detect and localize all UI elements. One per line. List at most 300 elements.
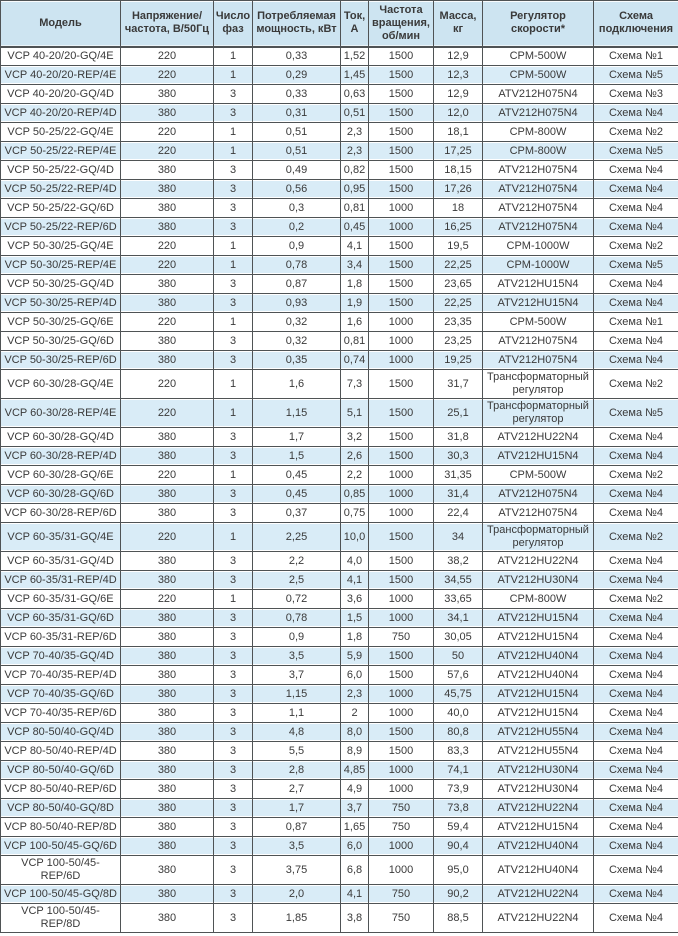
value-cell: 750 [369,885,434,904]
column-header: Потребляемая мощность, кВт [253,1,341,47]
value-cell: 0,56 [253,180,341,199]
value-cell: 73,8 [434,799,483,818]
value-cell: 3 [214,856,253,885]
value-cell: ATV212HU22N4 [483,799,594,818]
table-row [1,351,678,370]
model-cell: VCP 70-40/35-REP/4D [1,666,121,685]
value-cell: Схема №4 [594,552,678,571]
value-cell: ATV212HU30N4 [483,571,594,590]
value-cell: 1,7 [253,428,341,447]
value-cell: 57,6 [434,666,483,685]
value-cell: 1,8 [341,628,369,647]
value-cell: Схема №2 [594,590,678,609]
value-cell: 1 [214,123,253,142]
value-cell: 0,81 [341,199,369,218]
model-cell: VCP 60-35/31-GQ/4D [1,552,121,571]
table-body [1,47,678,933]
value-cell: 380 [121,723,214,742]
value-cell: Схема №5 [594,399,678,428]
value-cell: 380 [121,85,214,104]
value-cell: 6,0 [341,666,369,685]
model-cell: VCP 80-50/40-REP/6D [1,780,121,799]
table-row [1,161,678,180]
model-cell: VCP 60-30/28-GQ/4E [1,370,121,399]
value-cell: 750 [369,799,434,818]
value-cell: 380 [121,161,214,180]
value-cell: 1,5 [341,609,369,628]
model-cell: VCP 80-50/40-GQ/8D [1,799,121,818]
value-cell: 0,93 [253,294,341,313]
value-cell: 3 [214,742,253,761]
value-cell: 23,35 [434,313,483,332]
value-cell: Схема №4 [594,904,678,933]
table-row [1,218,678,237]
value-cell: 3 [214,780,253,799]
model-cell: VCP 50-30/25-GQ/6D [1,332,121,351]
value-cell: 16,25 [434,218,483,237]
value-cell: 3 [214,275,253,294]
value-cell: 2,3 [341,123,369,142]
value-cell: 0,78 [253,609,341,628]
value-cell: Схема №3 [594,85,678,104]
table-row [1,142,678,161]
value-cell: 0,33 [253,85,341,104]
value-cell: 1,15 [253,685,341,704]
value-cell: 12,3 [434,66,483,85]
value-cell: 380 [121,180,214,199]
model-cell: VCP 50-25/22-GQ/6D [1,199,121,218]
value-cell: 2,3 [341,142,369,161]
value-cell: CPM-500W [483,47,594,66]
value-cell: Схема №2 [594,466,678,485]
value-cell: 1500 [369,552,434,571]
value-cell: 34 [434,523,483,552]
table-row [1,904,678,933]
table-row [1,85,678,104]
value-cell: ATV212HU15N4 [483,447,594,466]
model-cell: VCP 50-30/25-GQ/4D [1,275,121,294]
model-cell: VCP 50-25/22-REP/6D [1,218,121,237]
value-cell: ATV212H075N4 [483,504,594,523]
table-row [1,723,678,742]
value-cell: Схема №4 [594,742,678,761]
table-row [1,590,678,609]
value-cell: 2,5 [253,571,341,590]
column-header: Регулятор скорости* [483,1,594,47]
model-cell: VCP 100-50/45-REP/8D [1,904,121,933]
value-cell: 1500 [369,123,434,142]
table-row [1,523,678,552]
value-cell: 220 [121,123,214,142]
value-cell: Схема №4 [594,332,678,351]
value-cell: 18 [434,199,483,218]
value-cell: 74,1 [434,761,483,780]
model-cell: VCP 50-30/25-GQ/4E [1,237,121,256]
value-cell: 50 [434,647,483,666]
value-cell: ATV212HU15N4 [483,294,594,313]
value-cell: 3 [214,161,253,180]
value-cell: 380 [121,552,214,571]
value-cell: ATV212HU22N4 [483,885,594,904]
value-cell: 1 [214,399,253,428]
value-cell: 4,1 [341,571,369,590]
value-cell: 1 [214,256,253,275]
model-cell: VCP 40-20/20-REP/4E [1,66,121,85]
model-cell: VCP 60-30/28-GQ/4D [1,428,121,447]
value-cell: ATV212H075N4 [483,218,594,237]
value-cell: 1,5 [253,447,341,466]
table-row [1,704,678,723]
value-cell: Схема №4 [594,447,678,466]
value-cell: 0,35 [253,351,341,370]
value-cell: Схема №4 [594,275,678,294]
value-cell: 1500 [369,66,434,85]
value-cell: 1000 [369,837,434,856]
value-cell: 3 [214,628,253,647]
value-cell: 3,5 [253,837,341,856]
value-cell: 1500 [369,161,434,180]
value-cell: 0,45 [253,466,341,485]
column-header: Ток, А [341,1,369,47]
value-cell: 22,25 [434,256,483,275]
value-cell: 1 [214,466,253,485]
value-cell: 1500 [369,180,434,199]
value-cell: 220 [121,237,214,256]
value-cell: ATV212HU55N4 [483,742,594,761]
model-cell: VCP 60-35/31-REP/6D [1,628,121,647]
value-cell: 18,15 [434,161,483,180]
model-cell: VCP 50-30/25-GQ/6E [1,313,121,332]
value-cell: Схема №5 [594,66,678,85]
table-row [1,552,678,571]
value-cell: Схема №4 [594,685,678,704]
model-cell: VCP 40-20/20-GQ/4E [1,47,121,66]
table-row [1,466,678,485]
value-cell: 1,1 [253,704,341,723]
value-cell: 1,65 [341,818,369,837]
value-cell: 380 [121,275,214,294]
value-cell: ATV212HU22N4 [483,552,594,571]
value-cell: CPM-1000W [483,256,594,275]
value-cell: ATV212H075N4 [483,104,594,123]
value-cell: 4,85 [341,761,369,780]
model-cell: VCP 50-25/22-REP/4D [1,180,121,199]
value-cell: 3 [214,666,253,685]
value-cell: 0,45 [253,485,341,504]
value-cell: Схема №4 [594,609,678,628]
value-cell: 7,3 [341,370,369,399]
value-cell: 0,45 [341,218,369,237]
value-cell: 0,32 [253,313,341,332]
value-cell: 6,0 [341,837,369,856]
value-cell: 0,75 [341,504,369,523]
value-cell: Схема №4 [594,218,678,237]
value-cell: 750 [369,904,434,933]
value-cell: 1500 [369,428,434,447]
value-cell: Схема №2 [594,523,678,552]
value-cell: 1000 [369,704,434,723]
model-cell: VCP 60-30/28-GQ/6D [1,485,121,504]
table-row [1,428,678,447]
value-cell: 1,85 [253,904,341,933]
value-cell: 380 [121,351,214,370]
column-header: Схема подключения [594,1,678,47]
value-cell: 0,87 [253,275,341,294]
value-cell: 1500 [369,275,434,294]
value-cell: CPM-800W [483,142,594,161]
value-cell: 23,25 [434,332,483,351]
value-cell: 1500 [369,142,434,161]
value-cell: 34,55 [434,571,483,590]
value-cell: 3 [214,294,253,313]
value-cell: Схема №4 [594,780,678,799]
model-cell: VCP 40-20/20-REP/4D [1,104,121,123]
model-cell: VCP 50-30/25-REP/6D [1,351,121,370]
value-cell: ATV212HU30N4 [483,780,594,799]
value-cell: 3,5 [253,647,341,666]
value-cell: 1000 [369,313,434,332]
table-row [1,761,678,780]
value-cell: 1,8 [341,275,369,294]
value-cell: 750 [369,628,434,647]
model-cell: VCP 80-50/40-GQ/4D [1,723,121,742]
value-cell: Схема №4 [594,761,678,780]
value-cell: 2,3 [341,685,369,704]
value-cell: 380 [121,885,214,904]
value-cell: 59,4 [434,818,483,837]
value-cell: ATV212HU40N4 [483,856,594,885]
value-cell: Схема №4 [594,704,678,723]
value-cell: 1500 [369,666,434,685]
value-cell: 4,0 [341,552,369,571]
table-row [1,123,678,142]
value-cell: 1500 [369,647,434,666]
value-cell: 1,45 [341,66,369,85]
value-cell: 380 [121,666,214,685]
model-cell: VCP 50-30/25-REP/4D [1,294,121,313]
value-cell: 1500 [369,85,434,104]
value-cell: 1 [214,523,253,552]
value-cell: 3 [214,104,253,123]
value-cell: 1000 [369,590,434,609]
value-cell: Схема №4 [594,104,678,123]
value-cell: 3 [214,180,253,199]
value-cell: ATV212H075N4 [483,351,594,370]
value-cell: CPM-500W [483,66,594,85]
value-cell: 3,4 [341,256,369,275]
value-cell: ATV212HU15N4 [483,685,594,704]
value-cell: 750 [369,818,434,837]
value-cell: 83,3 [434,742,483,761]
value-cell: 1500 [369,742,434,761]
value-cell: 1500 [369,104,434,123]
value-cell: ATV212H075N4 [483,332,594,351]
value-cell: 380 [121,485,214,504]
table-row [1,609,678,628]
value-cell: 1500 [369,523,434,552]
value-cell: Схема №4 [594,428,678,447]
value-cell: Схема №4 [594,161,678,180]
table-row [1,647,678,666]
value-cell: 380 [121,571,214,590]
value-cell: 31,4 [434,485,483,504]
value-cell: 2,6 [341,447,369,466]
value-cell: 3 [214,552,253,571]
value-cell: 220 [121,313,214,332]
value-cell: 0,51 [341,104,369,123]
value-cell: 1000 [369,609,434,628]
value-cell: Схема №5 [594,256,678,275]
value-cell: 3,6 [341,590,369,609]
table-row [1,447,678,466]
value-cell: 10,0 [341,523,369,552]
value-cell: Схема №5 [594,142,678,161]
value-cell: 1 [214,313,253,332]
value-cell: 380 [121,609,214,628]
column-header: Модель [1,1,121,47]
table-row [1,885,678,904]
value-cell: 380 [121,685,214,704]
value-cell: 4,1 [341,885,369,904]
value-cell: 0,95 [341,180,369,199]
table-row [1,237,678,256]
table-row [1,47,678,66]
value-cell: 380 [121,799,214,818]
value-cell: Схема №4 [594,180,678,199]
table-row [1,66,678,85]
value-cell: 1,9 [341,294,369,313]
value-cell: 0,82 [341,161,369,180]
column-header: Напряжение/частота, В/50Гц [121,1,214,47]
value-cell: 5,1 [341,399,369,428]
value-cell: 1,52 [341,47,369,66]
table-row [1,104,678,123]
table-row [1,856,678,885]
value-cell: 220 [121,256,214,275]
table-row [1,504,678,523]
value-cell: 0,63 [341,85,369,104]
table-row [1,256,678,275]
value-cell: 3 [214,485,253,504]
value-cell: 380 [121,837,214,856]
model-cell: VCP 60-30/28-REP/4E [1,399,121,428]
model-cell: VCP 70-40/35-GQ/4D [1,647,121,666]
value-cell: 1000 [369,761,434,780]
value-cell: Схема №4 [594,799,678,818]
table-row [1,180,678,199]
value-cell: 220 [121,47,214,66]
value-cell: 220 [121,399,214,428]
value-cell: ATV212HU15N4 [483,275,594,294]
value-cell: 19,25 [434,351,483,370]
table-row [1,332,678,351]
value-cell: 3 [214,351,253,370]
value-cell: 23,65 [434,275,483,294]
value-cell: 380 [121,818,214,837]
value-cell: ATV212HU40N4 [483,647,594,666]
value-cell: 22,4 [434,504,483,523]
value-cell: 1 [214,47,253,66]
value-cell: 1000 [369,332,434,351]
value-cell: 380 [121,856,214,885]
model-cell: VCP 80-50/40-REP/8D [1,818,121,837]
value-cell: 1 [214,590,253,609]
value-cell: 8,0 [341,723,369,742]
value-cell: 0,2 [253,218,341,237]
value-cell: 2,25 [253,523,341,552]
value-cell: 2,2 [341,466,369,485]
value-cell: 0,49 [253,161,341,180]
value-cell: 380 [121,332,214,351]
value-cell: 19,5 [434,237,483,256]
value-cell: 220 [121,590,214,609]
value-cell: Схема №1 [594,313,678,332]
value-cell: 0,32 [253,332,341,351]
value-cell: 1000 [369,504,434,523]
value-cell: 220 [121,142,214,161]
value-cell: 1000 [369,685,434,704]
value-cell: 3,8 [341,904,369,933]
model-cell: VCP 100-50/45-GQ/6D [1,837,121,856]
value-cell: 0,51 [253,142,341,161]
value-cell: 8,9 [341,742,369,761]
model-cell: VCP 50-25/22-REP/4E [1,142,121,161]
value-cell: Схема №4 [594,885,678,904]
value-cell: 220 [121,66,214,85]
value-cell: Схема №4 [594,199,678,218]
value-cell: Схема №4 [594,571,678,590]
table-header-row [1,1,678,47]
value-cell: Трансформаторный регулятор [483,523,594,552]
value-cell: 3 [214,199,253,218]
value-cell: 3 [214,904,253,933]
table-row [1,485,678,504]
model-cell: VCP 60-35/31-GQ/6D [1,609,121,628]
value-cell: Схема №4 [594,723,678,742]
value-cell: 220 [121,523,214,552]
value-cell: Трансформаторный регулятор [483,370,594,399]
column-header: Масса, кг [434,1,483,47]
value-cell: Схема №4 [594,351,678,370]
value-cell: 1500 [369,237,434,256]
model-cell: VCP 100-50/45-REP/6D [1,856,121,885]
value-cell: 22,25 [434,294,483,313]
value-cell: 3 [214,837,253,856]
model-cell: VCP 80-50/40-GQ/6D [1,761,121,780]
value-cell: 0,74 [341,351,369,370]
value-cell: 1500 [369,370,434,399]
value-cell: 0,78 [253,256,341,275]
value-cell: Схема №4 [594,485,678,504]
table-row [1,666,678,685]
value-cell: CPM-500W [483,466,594,485]
value-cell: 3,2 [341,428,369,447]
model-cell: VCP 60-30/28-GQ/6E [1,466,121,485]
value-cell: 3 [214,799,253,818]
value-cell: CPM-1000W [483,237,594,256]
value-cell: 3 [214,818,253,837]
value-cell: 12,9 [434,47,483,66]
value-cell: 1500 [369,294,434,313]
value-cell: 30,05 [434,628,483,647]
value-cell: 25,1 [434,399,483,428]
column-header: Частота вращения, об/мин [369,1,434,47]
value-cell: 90,4 [434,837,483,856]
value-cell: 3,75 [253,856,341,885]
model-cell: VCP 50-25/22-GQ/4E [1,123,121,142]
value-cell: 34,1 [434,609,483,628]
value-cell: Схема №4 [594,856,678,885]
